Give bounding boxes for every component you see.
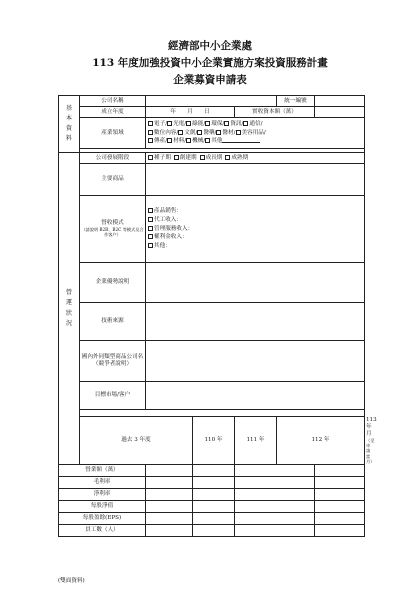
- metric-value-field[interactable]: [235, 477, 315, 489]
- advantage-field[interactable]: [146, 263, 365, 303]
- checkbox-icon[interactable]: [148, 208, 153, 213]
- stage-options[interactable]: [146, 153, 365, 164]
- metric-row: [59, 525, 365, 537]
- industry-option[interactable]: [167, 121, 186, 127]
- years-label: 過去 3 年度: [80, 417, 193, 465]
- products-field[interactable]: [146, 164, 365, 196]
- ops-spacer-row: [80, 410, 365, 417]
- checkbox-label: 數位內容/: [154, 129, 179, 136]
- checkbox-icon[interactable]: [148, 217, 153, 222]
- metric-label: 營業額（萬）: [59, 465, 146, 477]
- metric-label: 毛利率: [59, 477, 146, 489]
- checkbox-icon[interactable]: [178, 130, 183, 135]
- model-label-cell: [80, 196, 146, 263]
- checkbox-label: 代工收入：: [154, 217, 182, 224]
- products-label: 主要商品: [80, 164, 146, 196]
- checkbox-icon[interactable]: [148, 155, 153, 160]
- basic-section-label: 基 本 資 料: [59, 96, 80, 153]
- checkbox-icon[interactable]: [225, 155, 230, 160]
- checkbox-icon[interactable]: [148, 226, 153, 231]
- checkbox-label: 成熟期: [231, 154, 249, 161]
- metric-value-field[interactable]: [235, 489, 315, 501]
- metric-value-field[interactable]: [315, 501, 365, 513]
- metric-value-field[interactable]: [235, 501, 315, 513]
- metric-value-field[interactable]: [146, 525, 193, 537]
- industry-label: 產業領域: [80, 118, 146, 149]
- metric-value-field[interactable]: [193, 465, 235, 477]
- checkbox-icon[interactable]: [243, 121, 248, 126]
- checkbox-label: 材料/: [173, 138, 187, 145]
- metric-value-field[interactable]: [193, 501, 235, 513]
- checkbox-label: 權利金收入：: [154, 234, 188, 241]
- model-option[interactable]: [148, 243, 171, 249]
- peer-label: 國內外同類型商品公司名（競爭者說明）: [80, 341, 146, 382]
- year-col-2: 112 年: [277, 417, 365, 465]
- checkbox-label: 電子/: [154, 121, 168, 128]
- checkbox-label: 環保/: [211, 121, 225, 128]
- metric-value-field[interactable]: [315, 525, 365, 537]
- metric-value-field[interactable]: [315, 465, 365, 477]
- metric-value-field[interactable]: [193, 525, 235, 537]
- checkbox-icon[interactable]: [205, 121, 210, 126]
- ops-section-label: 營 運 狀 況: [59, 153, 80, 465]
- checkbox-label: 產品銷售：: [154, 208, 182, 215]
- year-col-1: 111 年: [235, 417, 277, 465]
- checkbox-icon[interactable]: [167, 121, 172, 126]
- metric-row: [59, 465, 365, 477]
- industry-option[interactable]: [205, 121, 224, 127]
- checkbox-label: 資訊/: [230, 121, 244, 128]
- application-form-table: 基 本 資 料 公司名稱 統一編號 成立年度 年 月 日 實收資本額（萬） 產業領域 電子/ 光電/ 綠能/ 環保/ 資訊/ 通信/ 數位內容/ 文創/ 醫藥/ 醫材/ 美容用品/ 傳產/ 材料/ 機械/ 其他 營 運 狀 況 公司發展階段 種子期 創建期 成長期 成熟期 主要商品 營收模式 （請說明 B2B、B2C 等模式及合作客户） 產品銷售： 代工收入： 管理服務收入： 權利金收入： 其他： 企業優勢說明 技術來源 國內外同類型商品公司名（競爭者說明） 目標市場/客户 過去 3 年度 110 年 111 年 112 年 113 年 月 （至申請當月） 營業額（萬） 毛利率 淨利率 每股淨值 每股盈餘(EPS) 員工數（人）: [58, 95, 365, 537]
- industry-other-field[interactable]: [222, 137, 260, 143]
- founded-label: 成立年度: [80, 107, 146, 118]
- metric-value-field[interactable]: [146, 501, 193, 513]
- checkbox-label: 傳產/: [154, 138, 168, 145]
- checkbox-icon[interactable]: [224, 121, 229, 126]
- metric-value-field[interactable]: [146, 489, 193, 501]
- industry-option[interactable]: [167, 138, 186, 144]
- metric-row: [59, 477, 365, 489]
- tech-label: 技術來源: [80, 303, 146, 341]
- stage-label: 公司發展階段: [80, 153, 146, 164]
- checkbox-icon[interactable]: [174, 155, 179, 160]
- checkbox-icon[interactable]: [148, 121, 153, 126]
- checkbox-label: 創建期: [179, 154, 197, 161]
- metric-value-field[interactable]: [315, 477, 365, 489]
- checkbox-label: 成長期: [205, 154, 223, 161]
- metric-value-field[interactable]: [315, 489, 365, 501]
- metric-row: [59, 513, 365, 525]
- industry-option[interactable]: [243, 121, 262, 127]
- checkbox-label: 其他：: [154, 242, 171, 249]
- checkbox-icon[interactable]: [197, 130, 202, 135]
- industry-option[interactable]: [205, 138, 222, 144]
- checkbox-icon[interactable]: [186, 138, 191, 143]
- industry-option[interactable]: [186, 138, 205, 144]
- industry-option[interactable]: [186, 121, 205, 127]
- metric-label: 員工數（人）: [59, 525, 146, 537]
- metric-value-field[interactable]: [193, 489, 235, 501]
- checkbox-icon[interactable]: [236, 130, 241, 135]
- footnote: (雙面資料): [58, 578, 85, 584]
- checkbox-icon[interactable]: [186, 121, 191, 126]
- checkbox-label: 醫材/: [222, 129, 236, 136]
- model-option[interactable]: [148, 217, 182, 223]
- checkbox-label: 種子期: [154, 154, 171, 161]
- industry-option[interactable]: [148, 130, 178, 136]
- peer-field[interactable]: [146, 341, 365, 382]
- checkbox-icon[interactable]: [200, 155, 205, 160]
- stage-option[interactable]: [174, 155, 197, 161]
- checkbox-label: 其他: [211, 138, 223, 145]
- stage-option[interactable]: [148, 155, 171, 161]
- metric-label: 每股盈餘(EPS): [59, 513, 146, 525]
- model-note: （請說明 B2B、B2C 等模式及合作客户）: [81, 227, 144, 238]
- checkbox-label: 美容用品/: [241, 129, 266, 136]
- capital-field[interactable]: [315, 107, 365, 118]
- industry-option[interactable]: [178, 130, 197, 136]
- unified-no-label: 統一編號: [277, 96, 315, 107]
- industry-option[interactable]: [148, 138, 167, 144]
- model-option[interactable]: [148, 208, 182, 214]
- industry-option[interactable]: [236, 130, 266, 136]
- checkbox-icon[interactable]: [167, 138, 172, 143]
- market-label: 目標市場/客户: [80, 382, 146, 410]
- metric-value-field[interactable]: [146, 465, 193, 477]
- checkbox-label: 機械/: [192, 138, 206, 145]
- metric-value-field[interactable]: [193, 513, 235, 525]
- stage-option[interactable]: [225, 155, 248, 161]
- checkbox-label: 文創/: [184, 129, 198, 136]
- metric-value-field[interactable]: [235, 465, 315, 477]
- founded-date-field[interactable]: 年 月 日: [146, 107, 235, 118]
- model-label: 營收模式: [101, 220, 124, 227]
- industry-option[interactable]: [216, 130, 235, 136]
- model-option[interactable]: [148, 226, 193, 232]
- metric-value-field[interactable]: [146, 477, 193, 489]
- model-options[interactable]: [146, 196, 365, 263]
- metric-label: 每股淨值: [59, 501, 146, 513]
- market-field[interactable]: [146, 382, 365, 410]
- industry-option[interactable]: [148, 121, 167, 127]
- tech-field[interactable]: [146, 303, 365, 341]
- checkbox-icon[interactable]: [148, 138, 153, 143]
- model-option[interactable]: [148, 234, 188, 240]
- metric-value-field[interactable]: [235, 525, 315, 537]
- company-name-field[interactable]: [146, 96, 277, 107]
- industry-options[interactable]: [146, 118, 365, 149]
- checkbox-icon[interactable]: [216, 130, 221, 135]
- current-year: 113 年 月: [366, 417, 378, 437]
- unified-no-field[interactable]: [315, 96, 365, 107]
- metric-row: [59, 489, 365, 501]
- title-form: 企業募資申請表: [173, 74, 247, 86]
- checkbox-icon[interactable]: [205, 138, 210, 143]
- checkbox-label: 通信/: [249, 121, 263, 128]
- checkbox-icon[interactable]: [148, 234, 153, 239]
- advantage-label: 企業優勢說明: [80, 263, 146, 303]
- industry-option[interactable]: [224, 121, 243, 127]
- industry-option[interactable]: [197, 130, 216, 136]
- checkbox-label: 醫藥/: [203, 129, 217, 136]
- checkbox-icon[interactable]: [148, 243, 153, 248]
- metric-value-field[interactable]: [235, 513, 315, 525]
- capital-label: 實收資本額（萬）: [235, 107, 315, 118]
- metric-row: [59, 501, 365, 513]
- company-name-label: 公司名稱: [80, 96, 146, 107]
- metric-label: 淨利率: [59, 489, 146, 501]
- checkbox-label: 管理服務收入：: [154, 225, 194, 232]
- metric-value-field[interactable]: [315, 513, 365, 525]
- stage-option[interactable]: [200, 155, 223, 161]
- metric-value-field[interactable]: [193, 477, 235, 489]
- title-agency: 經濟部中小企業處: [168, 40, 252, 52]
- checkbox-label: 綠能/: [192, 121, 206, 128]
- checkbox-icon[interactable]: [148, 130, 153, 135]
- year-col-0: 110 年: [193, 417, 235, 465]
- metric-value-field[interactable]: [146, 513, 193, 525]
- title-program: 113 年度加強投資中小企業實施方案投資服務計畫: [92, 57, 328, 69]
- checkbox-label: 光電/: [173, 121, 187, 128]
